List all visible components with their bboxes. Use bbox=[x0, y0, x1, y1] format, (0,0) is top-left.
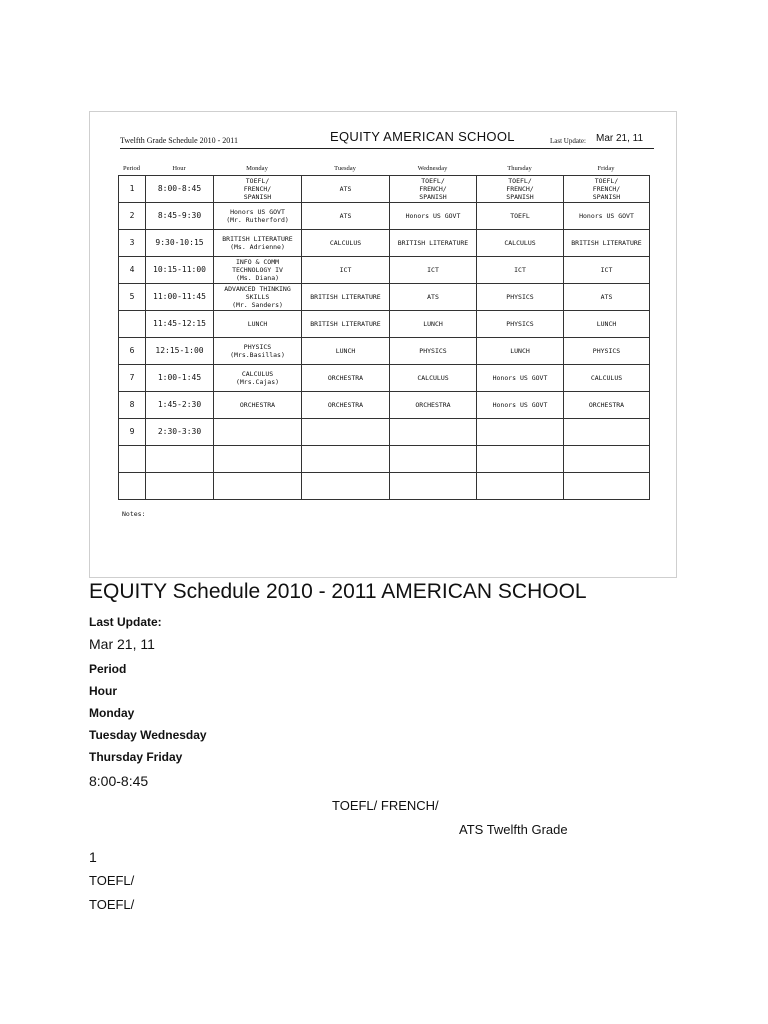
class-cell-thursday bbox=[477, 257, 564, 284]
table-row bbox=[119, 419, 650, 446]
class-cell-friday bbox=[564, 203, 650, 230]
extracted-toefl-1: TOEFL/ bbox=[89, 873, 135, 888]
hour-cell: 8:00-8:45 bbox=[146, 176, 214, 203]
class-cell-monday bbox=[214, 392, 302, 419]
table-row bbox=[119, 230, 650, 257]
class-cell-line: TOEFL/ bbox=[421, 177, 445, 185]
class-cell-wednesday bbox=[390, 446, 477, 473]
class-cell-line: TECHNOLOGY IV bbox=[232, 266, 283, 274]
extracted-title: EQUITY Schedule 2010 - 2011 AMERICAN SCHOOL bbox=[89, 580, 587, 603]
header-grade-schedule: Twelfth Grade Schedule 2010 - 2011 bbox=[120, 136, 238, 145]
extracted-monday: Monday bbox=[89, 706, 135, 720]
extracted-toefl-french: TOEFL/ FRENCH/ bbox=[332, 798, 439, 813]
class-cell-line: ICT bbox=[427, 266, 439, 274]
class-cell-line: PHYSICS bbox=[419, 347, 447, 355]
class-cell-line: FRENCH/ bbox=[419, 185, 447, 193]
column-header-hour: Hour bbox=[172, 165, 186, 172]
class-cell-line: CALCULUS bbox=[241, 370, 274, 378]
period-cell: 7 bbox=[119, 365, 146, 392]
class-cell-friday bbox=[564, 419, 650, 446]
class-cell-line: SPANISH bbox=[506, 193, 534, 201]
class-cell-monday bbox=[214, 446, 302, 473]
class-cell-friday bbox=[564, 365, 650, 392]
class-cell-friday bbox=[564, 311, 650, 338]
table-row bbox=[119, 203, 650, 230]
class-cell-line: Honors US GOVT bbox=[230, 208, 285, 216]
class-cell-line: PHYSICS bbox=[592, 347, 621, 355]
class-cell-tuesday bbox=[302, 257, 390, 284]
period-cell: 6 bbox=[119, 338, 146, 365]
extracted-thursday-friday: Thursday Friday bbox=[89, 750, 183, 764]
class-cell-tuesday bbox=[302, 365, 390, 392]
class-cell-line: TOEFL/ bbox=[594, 177, 619, 185]
schedule-column-headers bbox=[116, 165, 650, 175]
class-cell-line: SPANISH bbox=[419, 193, 447, 201]
table-row bbox=[119, 311, 650, 338]
class-cell-thursday bbox=[477, 365, 564, 392]
class-cell-tuesday bbox=[302, 392, 390, 419]
table-row bbox=[119, 446, 650, 473]
class-cell-monday bbox=[214, 284, 302, 311]
class-cell-monday bbox=[214, 176, 302, 203]
table-row bbox=[119, 365, 650, 392]
hour-cell: 11:00-11:45 bbox=[146, 284, 214, 311]
table-row bbox=[119, 257, 650, 284]
hour-cell: 12:15-1:00 bbox=[146, 338, 214, 365]
period-cell: 1 bbox=[119, 176, 146, 203]
hour-cell bbox=[146, 473, 214, 500]
period-cell: 2 bbox=[119, 203, 146, 230]
hour-cell: 2:30-3:30 bbox=[146, 419, 214, 446]
class-cell-line: LUNCH bbox=[596, 320, 617, 328]
class-cell-line: ICT bbox=[339, 266, 352, 274]
class-cell-wednesday bbox=[390, 419, 477, 446]
table-row bbox=[119, 392, 650, 419]
extracted-toefl-2: TOEFL/ bbox=[89, 897, 135, 912]
class-cell-line: ORCHESTRA bbox=[327, 401, 364, 409]
table-row bbox=[119, 338, 650, 365]
class-cell-friday bbox=[564, 473, 650, 500]
class-cell-line: SPANISH bbox=[243, 193, 272, 201]
period-cell: 9 bbox=[119, 419, 146, 446]
class-cell-thursday bbox=[477, 338, 564, 365]
period-cell bbox=[119, 473, 146, 500]
class-cell-line: (Ms. Adrienne) bbox=[230, 243, 285, 251]
class-cell-line: ICT bbox=[514, 266, 526, 274]
class-cell-monday bbox=[214, 365, 302, 392]
class-cell-line: TOEFL/ bbox=[508, 177, 532, 185]
class-cell-tuesday bbox=[302, 338, 390, 365]
class-cell-wednesday bbox=[390, 203, 477, 230]
extracted-tuesday-wednesday: Tuesday Wednesday bbox=[89, 728, 207, 742]
class-cell-friday bbox=[564, 230, 650, 257]
class-cell-thursday bbox=[477, 419, 564, 446]
period-cell: 8 bbox=[119, 392, 146, 419]
class-cell-friday bbox=[564, 392, 650, 419]
class-cell-line: PHYSICS bbox=[243, 343, 272, 351]
class-cell-thursday bbox=[477, 473, 564, 500]
column-header-friday: Friday bbox=[597, 165, 615, 172]
extracted-period-one: 1 bbox=[89, 849, 97, 865]
table-row bbox=[119, 284, 650, 311]
class-cell-monday bbox=[214, 311, 302, 338]
column-header-wednesday: Wednesday bbox=[417, 165, 448, 172]
period-cell: 4 bbox=[119, 257, 146, 284]
schedule-table bbox=[118, 175, 650, 500]
class-cell-thursday bbox=[477, 284, 564, 311]
extracted-hour: Hour bbox=[89, 684, 117, 698]
class-cell-monday bbox=[214, 338, 302, 365]
class-cell-wednesday bbox=[390, 257, 477, 284]
class-cell-line: ATS bbox=[339, 212, 352, 220]
period-cell: 5 bbox=[119, 284, 146, 311]
class-cell-friday bbox=[564, 176, 650, 203]
schedule-header bbox=[120, 126, 654, 149]
class-cell-line: (Mr. Sanders) bbox=[232, 301, 283, 309]
class-cell-wednesday bbox=[390, 284, 477, 311]
class-cell-line: ORCHESTRA bbox=[239, 401, 276, 409]
class-cell-wednesday bbox=[390, 365, 477, 392]
table-row bbox=[119, 473, 650, 500]
class-cell-thursday bbox=[477, 311, 564, 338]
class-cell-line: FRENCH/ bbox=[506, 185, 534, 193]
notes-label: Notes: bbox=[122, 510, 146, 518]
class-cell-line: (Ms. Diana) bbox=[235, 274, 280, 282]
class-cell-line: BRITISH LITERATURE bbox=[571, 239, 642, 247]
class-cell-tuesday bbox=[302, 230, 390, 257]
class-cell-tuesday bbox=[302, 446, 390, 473]
extracted-last-update-value: Mar 21, 11 bbox=[89, 636, 155, 652]
class-cell-wednesday bbox=[390, 230, 477, 257]
hour-cell: 1:00-1:45 bbox=[146, 365, 214, 392]
class-cell-line: ADVANCED THINKING bbox=[224, 285, 291, 293]
class-cell-line: Honors US GOVT bbox=[492, 401, 548, 409]
class-cell-line: BRITISH LITERATURE bbox=[397, 239, 469, 247]
class-cell-line: PHYSICS bbox=[506, 320, 534, 328]
class-cell-line: LUNCH bbox=[335, 347, 356, 355]
hour-cell: 10:15-11:00 bbox=[146, 257, 214, 284]
class-cell-line: SPANISH bbox=[592, 193, 621, 201]
class-cell-line: LUNCH bbox=[247, 320, 268, 328]
hour-cell bbox=[146, 446, 214, 473]
class-cell-thursday bbox=[477, 230, 564, 257]
column-header-monday: Monday bbox=[246, 165, 268, 172]
class-cell-line: ORCHESTRA bbox=[327, 374, 364, 382]
period-cell bbox=[119, 311, 146, 338]
column-header-tuesday: Tuesday bbox=[334, 165, 356, 172]
class-cell-line: (Mrs.Basillas) bbox=[230, 351, 285, 359]
class-cell-tuesday bbox=[302, 311, 390, 338]
class-cell-line: TOEFL bbox=[510, 212, 530, 220]
class-cell-line: ATS bbox=[427, 293, 439, 301]
class-cell-line: Honors US GOVT bbox=[492, 374, 548, 382]
extracted-ats-twelfth-grade: ATS Twelfth Grade bbox=[459, 822, 568, 837]
class-cell-wednesday bbox=[390, 392, 477, 419]
class-cell-line: INFO & COMM bbox=[235, 258, 280, 266]
class-cell-monday bbox=[214, 203, 302, 230]
header-last-update-label: Last Update: bbox=[550, 137, 586, 145]
column-header-period: Period bbox=[123, 165, 140, 172]
class-cell-thursday bbox=[477, 392, 564, 419]
class-cell-line: ORCHESTRA bbox=[415, 401, 451, 409]
class-cell-line: (Mr. Rutherford) bbox=[226, 216, 289, 224]
extracted-last-update-label: Last Update: bbox=[89, 615, 162, 629]
class-cell-line: SKILLS bbox=[245, 293, 270, 301]
class-cell-line: CALCULUS bbox=[329, 239, 362, 247]
hour-cell: 1:45-2:30 bbox=[146, 392, 214, 419]
class-cell-monday bbox=[214, 230, 302, 257]
class-cell-line: Honors US GOVT bbox=[579, 212, 634, 220]
class-cell-thursday bbox=[477, 203, 564, 230]
document-preview-image bbox=[89, 111, 677, 578]
class-cell-line: FRENCH/ bbox=[592, 185, 621, 193]
class-cell-line: CALCULUS bbox=[590, 374, 623, 382]
period-cell: 3 bbox=[119, 230, 146, 257]
class-cell-monday bbox=[214, 419, 302, 446]
extracted-time: 8:00-8:45 bbox=[89, 773, 149, 789]
class-cell-tuesday bbox=[302, 176, 390, 203]
class-cell-line: LUNCH bbox=[510, 347, 530, 355]
class-cell-tuesday bbox=[302, 419, 390, 446]
table-row bbox=[119, 176, 650, 203]
class-cell-line: BRITISH LITERATURE bbox=[310, 293, 381, 301]
class-cell-line: (Mrs.Cajas) bbox=[235, 378, 280, 386]
class-cell-thursday bbox=[477, 446, 564, 473]
class-cell-monday bbox=[214, 257, 302, 284]
hour-cell: 9:30-10:15 bbox=[146, 230, 214, 257]
class-cell-friday bbox=[564, 257, 650, 284]
column-header-thursday: Thursday bbox=[507, 165, 532, 172]
class-cell-wednesday bbox=[390, 311, 477, 338]
class-cell-line: Honors US GOVT bbox=[405, 212, 461, 220]
class-cell-line: BRITISH LITERATURE bbox=[310, 320, 381, 328]
class-cell-tuesday bbox=[302, 473, 390, 500]
class-cell-friday bbox=[564, 284, 650, 311]
extracted-period: Period bbox=[89, 662, 127, 676]
class-cell-tuesday bbox=[302, 203, 390, 230]
class-cell-wednesday bbox=[390, 176, 477, 203]
class-cell-line: BRITISH LITERATURE bbox=[222, 235, 293, 243]
header-last-update-value: Mar 21, 11 bbox=[596, 133, 644, 144]
class-cell-friday bbox=[564, 338, 650, 365]
class-cell-line: ATS bbox=[339, 185, 352, 193]
class-cell-line: TOEFL/ bbox=[245, 177, 270, 185]
class-cell-line: ORCHESTRA bbox=[588, 401, 625, 409]
class-cell-line: ATS bbox=[600, 293, 613, 301]
class-cell-line: ICT bbox=[600, 266, 613, 274]
class-cell-line: LUNCH bbox=[423, 320, 443, 328]
class-cell-line: CALCULUS bbox=[417, 374, 449, 382]
period-cell bbox=[119, 446, 146, 473]
hour-cell: 11:45-12:15 bbox=[146, 311, 214, 338]
class-cell-wednesday bbox=[390, 473, 477, 500]
class-cell-wednesday bbox=[390, 338, 477, 365]
header-school-title: EQUITY AMERICAN SCHOOL bbox=[330, 129, 515, 144]
class-cell-line: PHYSICS bbox=[506, 293, 534, 301]
hour-cell: 8:45-9:30 bbox=[146, 203, 214, 230]
class-cell-line: FRENCH/ bbox=[243, 185, 272, 193]
class-cell-monday bbox=[214, 473, 302, 500]
class-cell-friday bbox=[564, 446, 650, 473]
class-cell-tuesday bbox=[302, 284, 390, 311]
class-cell-thursday bbox=[477, 176, 564, 203]
class-cell-line: CALCULUS bbox=[504, 239, 536, 247]
